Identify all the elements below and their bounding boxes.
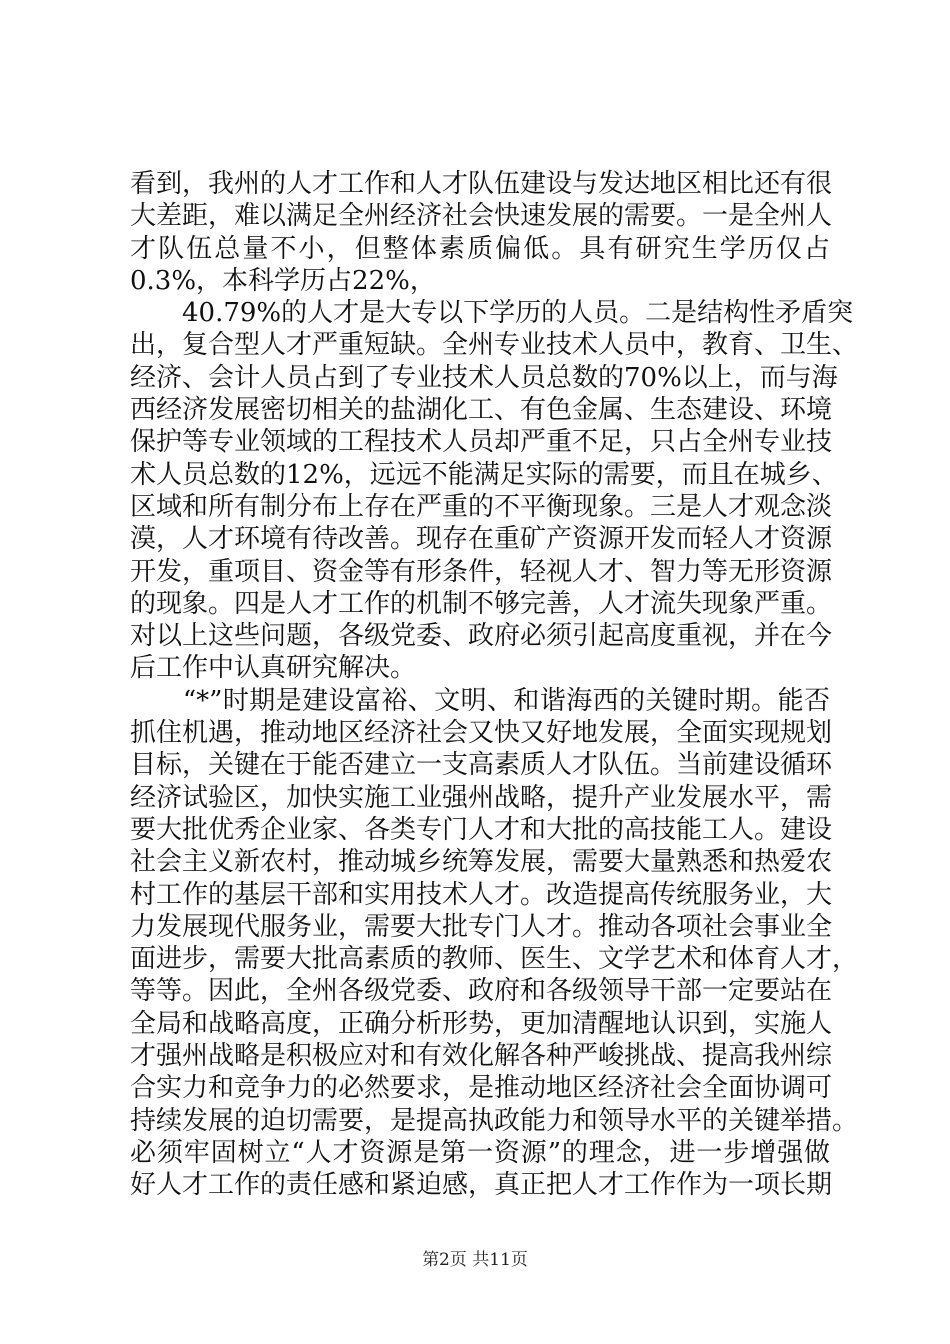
page-footer: 第2页 共11页 <box>422 1250 528 1270</box>
text-line: 面进步，需要大批高素质的教师、医生、文学艺术和体育人才， <box>130 944 859 975</box>
text-line: 好人才工作的责任感和紧迫感，真正把人才工作作为一项长期 <box>130 1170 833 1201</box>
text-line: 全局和战略高度，正确分析形势，更加清醒地认识到，实施人 <box>130 1008 833 1039</box>
text-line: 后工作中认真研究解决。 <box>130 653 417 684</box>
text-line: 抓住机遇，推动地区经济社会又快又好地发展，全面实现规划 <box>130 718 833 749</box>
text-line: 经济、会计人员占到了专业技术人员总数的70%以上，而与海 <box>130 362 838 393</box>
text-line: 必须牢固树立“人才资源是第一资源”的理念，进一步增强做 <box>130 1137 830 1168</box>
text-line: 漠，人才环境有待改善。现存在重矿产资源开发而轻人才资源 <box>130 524 833 555</box>
text-line: 对以上这些问题，各级党委、政府必须引起高度重视，并在今 <box>130 621 833 652</box>
text-line: 持续发展的迫切需要，是提高执政能力和领导水平的关键举措。 <box>130 1105 859 1136</box>
text-line: 40.79%的人才是大专以下学历的人员。二是结构性矛盾突 <box>130 298 854 329</box>
text-line: 目标，关键在于能否建立一支高素质人才队伍。当前建设循环 <box>130 750 833 781</box>
text-line: 看到，我州的人才工作和人才队伍建设与发达地区相比还有很 <box>130 169 833 199</box>
text-line: 要大批优秀企业家、各类专门人才和大批的高技能工人。建设 <box>130 814 833 845</box>
text-line: 保护等专业领域的工程技术人员却严重不足，只占全州专业技 <box>130 427 833 458</box>
text-line: 术人员总数的12%，远远不能满足实际的需要，而且在城乡、 <box>130 459 838 490</box>
text-line: 的现象。四是人才工作的机制不够完善，人才流失现象严重。 <box>130 588 833 619</box>
text-line: 区域和所有制分布上存在严重的不平衡现象。三是人才观念淡 <box>130 491 833 522</box>
text-line: 开发，重项目、资金等有形条件，轻视人才、智力等无形资源 <box>130 556 833 587</box>
text-line: 力发展现代服务业，需要大批专门人才。推动各项社会事业全 <box>130 911 833 942</box>
text-line: 0.3%，本科学历占22%， <box>130 265 436 296</box>
body-text <box>130 168 859 1202</box>
text-line: 社会主义新农村，推动城乡统筹发展，需要大量熟悉和热爱农 <box>130 847 833 878</box>
text-line: 西经济发展密切相关的盐湖化工、有色金属、生态建设、环境 <box>130 395 833 426</box>
text-line: 合实力和竞争力的必然要求，是推动地区经济社会全面协调可 <box>130 1073 833 1104</box>
text-line: “*”时期是建设富裕、文明、和谐海西的关键时期。能否 <box>130 685 830 716</box>
text-line: 才强州战略是积极应对和有效化解各种严峻挑战、提高我州综 <box>130 1041 833 1072</box>
text-line: 经济试验区，加快实施工业强州战略，提升产业发展水平，需 <box>130 782 833 813</box>
text-line: 大差距，难以满足全州经济社会快速发展的需要。一是全州人 <box>130 201 833 232</box>
text-line: 村工作的基层干部和实用技术人才。改造提高传统服务业，大 <box>130 879 833 910</box>
text-line: 出，复合型人才严重短缺。全州专业技术人员中，教育、卫生、 <box>130 330 859 361</box>
text-line: 等等。因此，全州各级党委、政府和各级领导干部一定要站在 <box>130 976 833 1007</box>
text-line: 才队伍总量不小，但整体素质偏低。具有研究生学历仅占 <box>130 233 830 264</box>
